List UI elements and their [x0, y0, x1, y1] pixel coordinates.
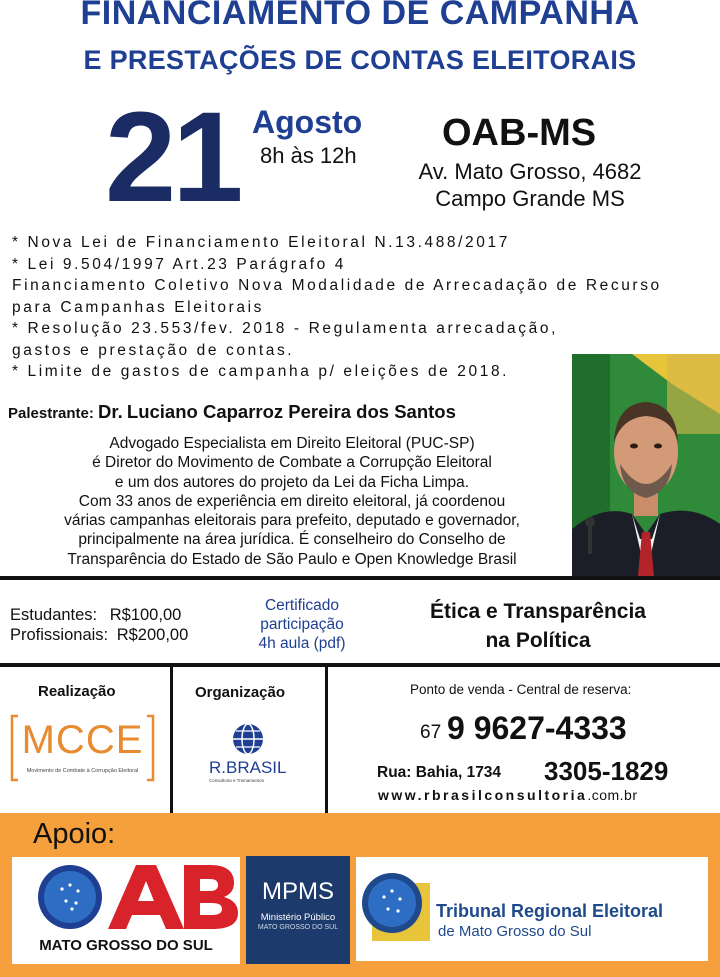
topic-line: gastos e prestação de contas. — [12, 341, 295, 359]
event-day: 21 — [105, 86, 240, 229]
website-link[interactable] — [378, 787, 638, 803]
certificate-info — [232, 596, 372, 653]
bio-line: principalmente na área jurídica. É conselheiro do Conselho de — [78, 531, 506, 549]
sales-point-label: Ponto de venda - Central de reserva: — [410, 682, 632, 697]
phone-number-secondary: 3305-1829 — [544, 756, 669, 786]
speaker-portrait-illustration — [572, 354, 720, 576]
certificate-line2: participação — [260, 616, 344, 633]
bio-line: é Diretor do Movimento de Combate a Corrupção Eleitoral — [92, 454, 492, 472]
oab-logo — [12, 857, 240, 964]
topic-line: * Nova Lei de Financiamento Eleitoral N.13.488/2017 — [12, 234, 510, 251]
speaker-heading — [8, 401, 456, 423]
mcce-logo-caption: Movimento de Combate à Corrupção Eleitoral — [26, 768, 139, 774]
topic-line: * Limite de gastos de campanha p/ eleições de 2018. — [12, 363, 510, 380]
bio-line: Advogado Especialista em Direito Eleitoral (PUC-SP) — [109, 435, 475, 452]
realizacao-label: Realização — [38, 683, 116, 700]
venue-address-line2: Campo Grande MS — [435, 186, 625, 211]
divider — [0, 663, 720, 667]
certificate-line3: 4h aula (pdf) — [258, 635, 346, 652]
mpms-caption-line1: Ministério Público — [260, 912, 336, 923]
venue-address-line1: Av. Mato Grosso, 4682 — [418, 159, 642, 184]
speaker-label: Palestrante: — [8, 405, 94, 422]
organizacao-label: Organização — [195, 684, 286, 701]
oab-logo-caption: MATO GROSSO DO SUL — [39, 937, 213, 954]
professionals-price: R$200,00 — [116, 626, 189, 644]
event-subtitle: E PRESTAÇÕES DE CONTAS ELEITORAIS — [83, 45, 637, 75]
bio-line: Com 33 anos de experiência em direito eleitoral, já coordenou — [78, 492, 506, 510]
mcce-logo-text: MCCE — [21, 718, 144, 762]
topic-line: Financiamento Coletivo Nova Modalidade de Arrecadação de Recurso — [12, 277, 662, 294]
event-month: Agosto — [252, 104, 363, 140]
tre-logo — [356, 857, 708, 961]
theme-line1: Ética e Transparência — [430, 600, 646, 623]
mpms-logo-text: MPMS — [262, 878, 334, 905]
mpms-logo — [246, 856, 350, 964]
professionals-label: Profissionais: — [10, 626, 109, 644]
contact-address: Rua: Bahia, 1734 — [377, 764, 502, 781]
speaker-photo — [572, 354, 720, 576]
phone-area-code: 67 — [420, 722, 442, 743]
topic-line: para Campanhas Eleitorais — [12, 298, 264, 316]
event-hours: 8h às 12h — [260, 143, 357, 168]
divider — [0, 576, 720, 580]
certificate-line1: Certificado — [264, 597, 340, 614]
column-divider — [325, 665, 328, 813]
theme-tagline — [378, 597, 698, 655]
speaker-title-prefix: Dr. — [98, 401, 123, 422]
pricing-block — [10, 605, 188, 645]
globe-icon — [207, 722, 297, 762]
rbrasil-logo-text: R.BRASIL — [209, 758, 287, 777]
website-suffix: .com.br — [587, 787, 638, 803]
students-label: Estudantes: — [10, 606, 98, 624]
topic-line: * Resolução 23.553/fev. 2018 - Regulamenta arrecadação, — [12, 320, 558, 337]
venue-address — [404, 158, 656, 212]
students-price: R$100,00 — [109, 606, 182, 624]
venue-name: OAB-MS — [442, 112, 597, 154]
event-title: FINANCIAMENTO DE CAMPANHA — [80, 0, 640, 32]
rbrasil-logo-caption: Consultoria e Treinamentos — [209, 778, 265, 783]
bio-line: Transparência do Estado de São Paulo e Open Knowledge Brasil — [67, 550, 517, 568]
tre-name-line1: Tribunal Regional Eleitoral — [436, 901, 664, 921]
mpms-caption-line2: MATO GROSSO DO SUL — [257, 924, 339, 931]
topic-line: * Lei 9.504/1997 Art.23 Parágrafo 4 — [12, 255, 347, 273]
website-prefix: www. — [378, 787, 425, 803]
supporters-label: Apoio: — [33, 818, 116, 850]
tre-name-line2: de Mato Grosso do Sul — [438, 923, 592, 940]
bio-line: e um dos autores do projeto da Lei da Ficha Limpa. — [114, 473, 470, 491]
bio-line: várias campanhas eleitorais para prefeito, deputado e governador, — [64, 512, 520, 530]
theme-line2: na Política — [485, 629, 591, 652]
rbrasil-logo — [207, 722, 297, 784]
speaker-bio — [0, 434, 584, 569]
phone-number: 9 9627-4333 — [447, 710, 627, 746]
website-domain: rbrasilconsultoria — [424, 787, 588, 803]
mcce-logo — [10, 712, 155, 784]
oab-emblem-icon — [12, 857, 240, 939]
tre-emblem-icon — [358, 869, 438, 949]
column-divider — [170, 665, 173, 813]
speaker-name: Luciano Caparroz Pereira dos Santos — [126, 401, 456, 422]
